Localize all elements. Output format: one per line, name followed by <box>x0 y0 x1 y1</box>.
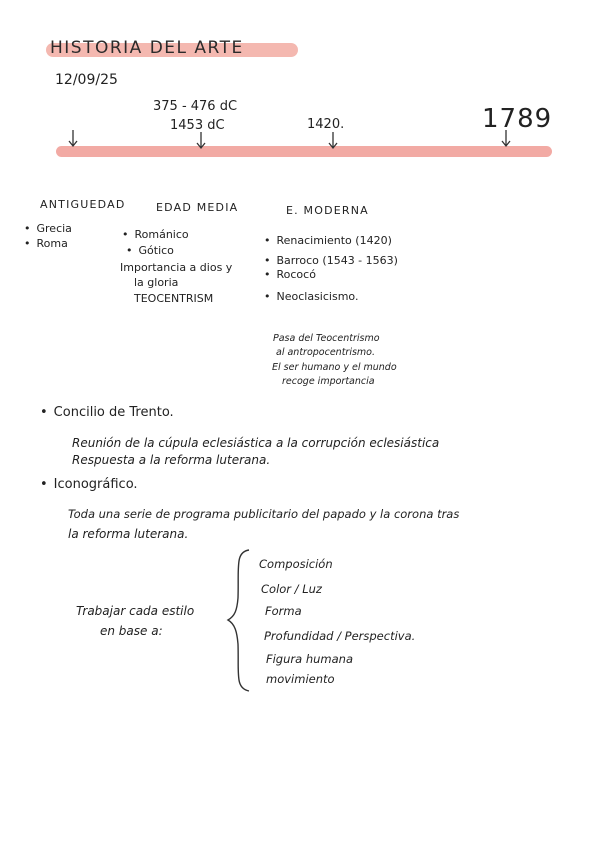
list-item: Forma <box>265 604 302 618</box>
section-heading-iconografico: • Iconográfico. <box>40 477 138 492</box>
paragraph-line: Respuesta a la reforma luterana. <box>72 453 271 467</box>
list-item: Figura humana <box>266 652 353 666</box>
paragraph-line: Reunión de la cúpula eclesiástica a la corrupción eclesiástica <box>72 436 440 450</box>
timeline-label-renaissance: 1420. <box>307 117 345 132</box>
trabajar-line: en base a: <box>100 624 163 638</box>
timeline-bar <box>56 146 552 157</box>
section-heading-concilio: • Concilio de Trento. <box>40 405 174 420</box>
era-heading-edad-media: EDAD MEDIA <box>156 201 239 214</box>
list-item: • Neoclasicismo. <box>264 290 358 303</box>
timeline-label-medieval-range: 375 - 476 dC <box>153 99 238 114</box>
list-item: • Renacimiento (1420) <box>264 234 392 247</box>
note-line: recoge importancia <box>282 376 375 387</box>
page-title: HISTORIA DEL ARTE <box>50 38 244 58</box>
paragraph-line: la reforma luterana. <box>68 527 189 541</box>
list-item: • Grecia <box>24 222 72 235</box>
down-arrow-icon <box>328 132 338 150</box>
timeline-label-revolution: 1789 <box>482 104 553 134</box>
list-item: • Barroco (1543 - 1563) <box>264 254 398 267</box>
note-line: TEOCENTRISM <box>134 292 214 305</box>
list-item: Composición <box>259 557 333 571</box>
note-line: Importancia a dios y <box>120 261 233 274</box>
note-line: El ser humano y el mundo <box>272 362 397 373</box>
note-line: la gloria <box>134 276 179 289</box>
curly-brace-icon <box>225 548 255 693</box>
note-line: al antropocentrismo. <box>276 347 376 358</box>
era-heading-e-moderna: E. MODERNA <box>286 204 369 217</box>
down-arrow-icon <box>196 132 206 150</box>
list-item: • Gótico <box>126 244 174 257</box>
note-line: Pasa del Teocentrismo <box>273 333 380 344</box>
trabajar-line: Trabajar cada estilo <box>76 604 195 618</box>
timeline-label-medieval-end: 1453 dC <box>170 118 225 133</box>
list-item: Profundidad / Perspectiva. <box>264 629 416 643</box>
paragraph-line: Toda una serie de programa publicitario del papado y la corona tras <box>68 507 460 521</box>
list-item: • Rococó <box>264 268 316 281</box>
list-item: Color / Luz <box>261 582 322 596</box>
list-item: movimiento <box>266 672 335 686</box>
down-arrow-icon <box>501 130 511 148</box>
down-arrow-icon <box>68 130 78 148</box>
era-heading-antiguedad: ANTIGUEDAD <box>40 198 126 211</box>
list-item: • Roma <box>24 237 68 250</box>
date: 12/09/25 <box>55 72 118 88</box>
list-item: • Románico <box>122 228 189 241</box>
